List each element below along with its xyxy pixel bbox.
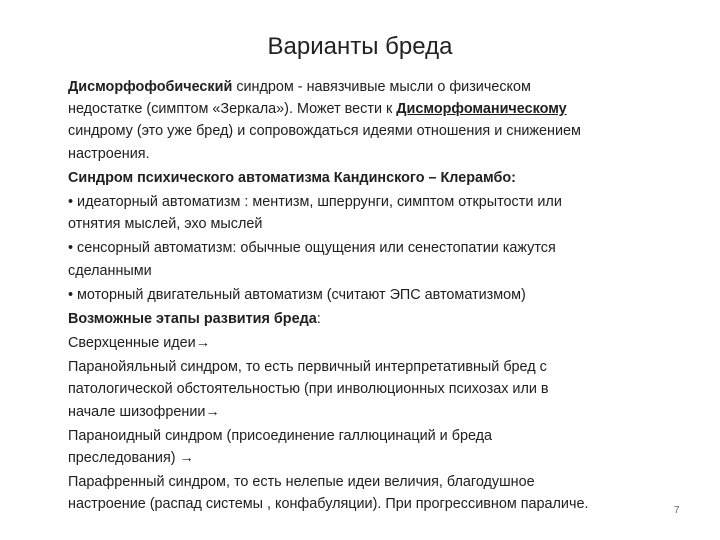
section-heading-stages — [68, 308, 684, 330]
stage-paranoial: Паранойяльный синдром, то есть первичный интерпретативный бред с — [68, 359, 547, 376]
text-span: недостатке (симптом «Зеркала»). Может вести к — [68, 101, 397, 118]
text-line: сделанными — [68, 262, 152, 279]
stage-paranoid: Параноидный синдром (присоединение галлюцинаций и бреда — [68, 427, 493, 444]
text-line: настроения. — [68, 145, 150, 162]
text-span: синдром - навязчивые мысли о физическом — [232, 79, 531, 95]
text-line: патологической обстоятельностью (при инволюционных психозах или в — [68, 381, 549, 398]
bullet-sensory: • сенсорный автоматизм: обычные ощущения или сенестопатии кажутся — [68, 240, 556, 257]
text-span: : — [316, 310, 321, 327]
slide-body — [68, 76, 684, 516]
text-line: синдрому (это уже бред) и сопровождаться идеями отношения и снижением — [68, 123, 581, 140]
text-line — [68, 76, 684, 98]
term-dysmorphophobic: Дисморфофобический — [68, 79, 233, 95]
slide-title: Варианты бреда — [267, 33, 453, 60]
text-line: преследования) → — [68, 450, 194, 466]
stage-overvalued-ideas: Сверхценные идеи→ — [68, 335, 211, 352]
heading-text: Возможные этапы развития бреда — [68, 310, 317, 327]
bullet-ideatory: • идеаторный автоматизм : ментизм, шперрунги, симптом открытости или — [68, 193, 562, 210]
term-dysmorphomanic: Дисморфоманическому — [396, 101, 567, 118]
text-line — [68, 98, 684, 120]
text-line: отнятия мыслей, эхо мыслей — [68, 216, 263, 233]
heading-text: Синдром психического автоматизма Кандинского – Клерамбо: — [68, 169, 516, 186]
text-line: настроение (распад системы , конфабуляции). При прогрессивном параличе. — [68, 496, 589, 513]
section-heading-automatism — [68, 167, 684, 189]
text-line: начале шизофрении→ — [68, 403, 220, 420]
stage-paraphrenic: Парафренный синдром, то есть нелепые идеи величия, благодушное — [68, 474, 535, 491]
page-number: 7 — [674, 505, 680, 516]
bullet-motor: • моторный двигательный автоматизм (считают ЭПС автоматизмом) — [68, 286, 526, 303]
